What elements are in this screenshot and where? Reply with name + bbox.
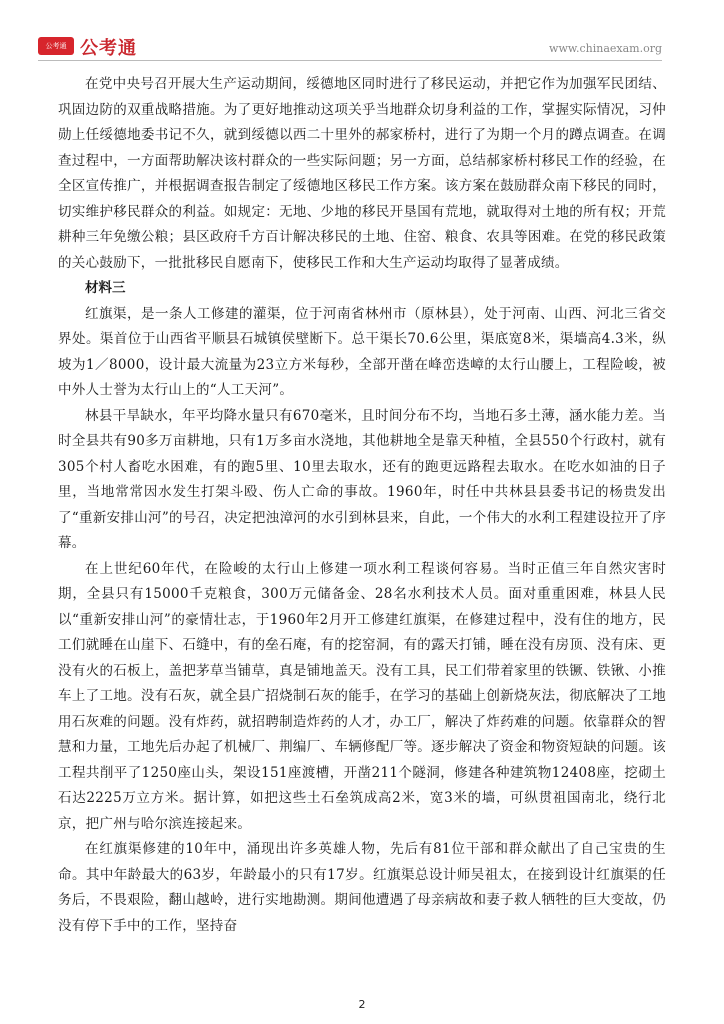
brand-name: 公考通 [80, 38, 137, 59]
site-url[interactable]: www.chinaexam.org [549, 42, 662, 55]
page-header [38, 34, 662, 60]
paragraph-4: 在上世纪60年代，在险峻的太行山上修建一项水利工程谈何容易。当时正值三年自然灾害时期，全县只有15000千克粮食，300万元储备金、28名水利技术人员。面对重重困难，林县人民以“重新安排山河”的豪情壮志，于1960年2月开工修建红旗渠，在修建过程中，没有住的地方，民工们就睡在山崖下、石缝中，有的垒石庵，有的挖窑洞，有的露天打铺，睡在没有房顶、没有床、更没有火的石板上，盖把茅草当铺草，真是铺地盖天。没有工具，民工们带着家里的铁镢、铁锹、小推车上了工地。没有石灰，就全县广招烧制石灰的能手，在学习的基础上创新烧灰法，彻底解决了工地用石灰难的问题。没有炸药，就招聘制造炸药的人才，办工厂，解决了炸药难的问题。依靠群众的智慧和力量，工地先后办起了机械厂、荆编厂、车辆修配厂等。逐步解决了资金和物资短缺的问题。该工程共削平了1250座山头，架设151座渡槽，开凿211个隧洞，修建各种建筑物12408座，挖砌土石达2225万立方米。据计算，如把这些土石垒筑成高2米，宽3米的墙，可纵贯祖国南北，绕行北京，把广州与哈尔滨连接起来。 [58, 560, 666, 832]
paragraph-1: 在党中央号召开展大生产运动期间，绥德地区同时进行了移民运动，并把它作为加强军民团结、巩固边防的双重战略措施。为了更好地推动这项关乎当地群众切身利益的工作，掌握实际情况，习仲勋上任绥德地委书记不久，就到绥德以西二十里外的郝家桥村，进行了为期一个月的蹲点调查。在调查过程中，一方面帮助解决该村群众的一些实际问题；另一方面，总结郝家桥村移民工作的经验，在全区宣传推广，并根据调查报告制定了绥德地区移民工作方案。该方案在鼓励群众南下移民的同时，切实维护移民群众的利益。如规定：无地、少地的移民开垦国有荒地，就取得对土地的所有权；开荒耕种三年免缴公粮；县区政府千方百计解决移民的土地、住窑、粮食、农具等困难。在党的移民政策的关心鼓励下，一批批移民自愿南下，使移民工作和大生产运动均取得了显著成绩。 [58, 76, 666, 271]
paragraph-5: 在红旗渠修建的10年中，涌现出许多英雄人物，先后有81位干部和群众献出了自己宝贵的生命。其中年龄最大的63岁，年龄最小的只有17岁。红旗渠总设计师吴祖太，在接到设计红旗渠的任务后，不畏艰险，翻山越岭，进行实地勘测。期间他遭遇了母亲病故和妻子救人牺牲的巨大变故，仍没有停下手中的工作，坚持奋 [58, 841, 666, 934]
document-body [58, 72, 666, 939]
logo-icon: 公考通 [38, 37, 74, 55]
paragraph-3: 林县干旱缺水，年平均降水量只有670毫米，且时间分布不均，当地石多土薄，涵水能力差。当时全县共有90多万亩耕地，只有1万多亩水浇地，其他耕地全是靠天种植，全县550个行政村，就有305个村人畜吃水困难，有的跑5里、10里去取水，还有的跑更远路程去取水。在吃水如油的日子里，当地常常因水发生打架斗殴、伤人亡命的事故。1960年，时任中共林县县委书记的杨贵发出了“重新安排山河”的号召，决定把浊漳河的水引到林县来，自此，一个伟大的水利工程建设拉开了序幕。 [58, 407, 666, 551]
header-divider [38, 60, 662, 61]
section-heading: 材料三 [85, 280, 126, 296]
paragraph-2: 红旗渠，是一条人工修建的灌渠，位于河南省林州市（原林县），处于河南、山西、河北三省交界处。渠首位于山西省平顺县石城镇侯壁断下。总干渠长70.6公里，渠底宽8米，渠墙高4.3米，纵坡为1／8000，设计最大流量为23立方米每秒，全部开凿在峰峦迭嶂的太行山腰上，工程险峻，被中外人士誉为太行山上的“人工天河”。 [58, 305, 666, 398]
page-number: 2 [358, 998, 366, 1011]
